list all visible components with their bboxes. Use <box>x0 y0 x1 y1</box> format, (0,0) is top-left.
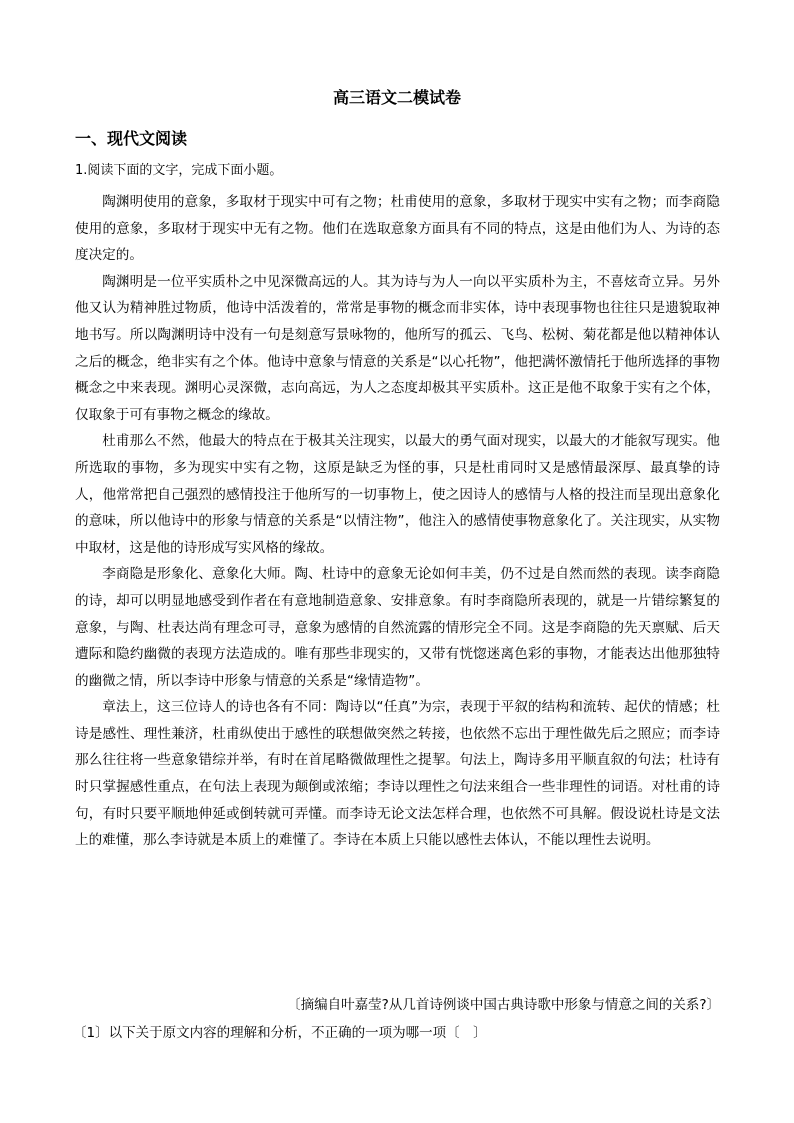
passage-paragraph: 章法上，这三位诗人的诗也各有不同：陶诗以“任真”为宗，表现于平叙的结构和流转、起伏的情感；杜诗是感性、理性兼济，杜甫纵使出于感性的联想做突然之转接，也依然不忘出于理性做先后之照应；而李诗那么往往将一些意象错综并举，有时在首尾略微做理性之提挈。句法上，陶诗多用平顺直叙的句法；杜诗有时只掌握感性重点，在句法上表现为颠倒或浓缩；李诗以理性之句法来组合一些非理性的词语。对杜甫的诗句，有时只要平顺地伸延或倒转就可弄懂。而李诗无论文法怎样合理，也依然不可具解。假设说杜诗是文法上的难懂，那么李诗就是本质上的难懂了。李诗在本质上只能以感性去体认，不能以理性去说明。 <box>75 699 720 849</box>
page-title: 高三语文二模试卷 <box>332 88 461 107</box>
question-prompt: 1.阅读下面的文字，完成下面小题。 <box>75 163 283 178</box>
source-citation: 〔摘编自叶嘉莹?从几首诗例谈中国古典诗歌中形象与情意之间的关系?〕 <box>287 997 720 1013</box>
sub-question-1: 〔1〕以下关于原文内容的理解和分析，不正确的一项为哪一项〔 〕 <box>73 1025 487 1041</box>
passage-paragraph: 李商隐是形象化、意象化大师。陶、杜诗中的意象无论如何丰美，仍不过是自然而然的表现。读李商隐的诗，却可以明显地感受到作者在有意地制造意象、安排意象。有时李商隐所表现的，就是一片错综繁复的意象，与陶、杜表达尚有理念可寻，意象为感情的自然流露的情形完全不同。这是李商隐的先天禀赋、后天遭际和隐约幽微的表现方法造成的。唯有那些非现实的，又带有恍惚迷离色彩的事物，才能表达出他那独特的幽微之情，所以李诗中形象与情意的关系是“缘情造物”。 <box>75 566 720 689</box>
passage-paragraph: 陶渊明是一位平实质朴之中见深微高远的人。其为诗与为人一向以平实质朴为主，不喜炫奇立异。另外他又认为精神胜过物质，他诗中活泼着的，常常是事物的概念而非实体，诗中表现事物也往往只是遗貌取神地书写。所以陶渊明诗中没有一句是刻意写景咏物的，他所写的孤云、飞鸟、松树、菊花都是他以精神体认之后的概念，绝非实有之个体。他诗中意象与情意的关系是“以心托物”，他把满怀激情托于他所选择的事物概念之中来表现。渊明心灵深微，志向高远，为人之态度却极其平实质朴。这正是他不取象于实有之个体，仅取象于可有事物之概念的缘故。 <box>75 273 720 423</box>
reading-passage <box>75 189 720 854</box>
section-heading: 一、现代文阅读 <box>75 129 188 148</box>
passage-paragraph: 杜甫那么不然，他最大的特点在于极其关注现实，以最大的勇气面对现实，以最大的才能叙写现实。他所选取的事物，多为现实中实有之物，这原是缺乏为怪的事，只是杜甫同时又是感情最深厚、最真挚的诗人，他常常把自己强烈的感情投注于他所写的一切事物上，使之因诗人的感情与人格的投注而呈现出意象化的意味，所以他诗中的形象与情意的关系是“以情注物”，他注入的感情使事物意象化了。关注现实，从实物中取材，这是他的诗形成写实风格的缘故。 <box>75 433 720 556</box>
passage-paragraph: 陶渊明使用的意象，多取材于现实中可有之物；杜甫使用的意象，多取材于现实中实有之物；而李商隐使用的意象，多取材于现实中无有之物。他们在选取意象方面具有不同的特点，这是由他们为人、为诗的态度决定的。 <box>75 194 720 264</box>
